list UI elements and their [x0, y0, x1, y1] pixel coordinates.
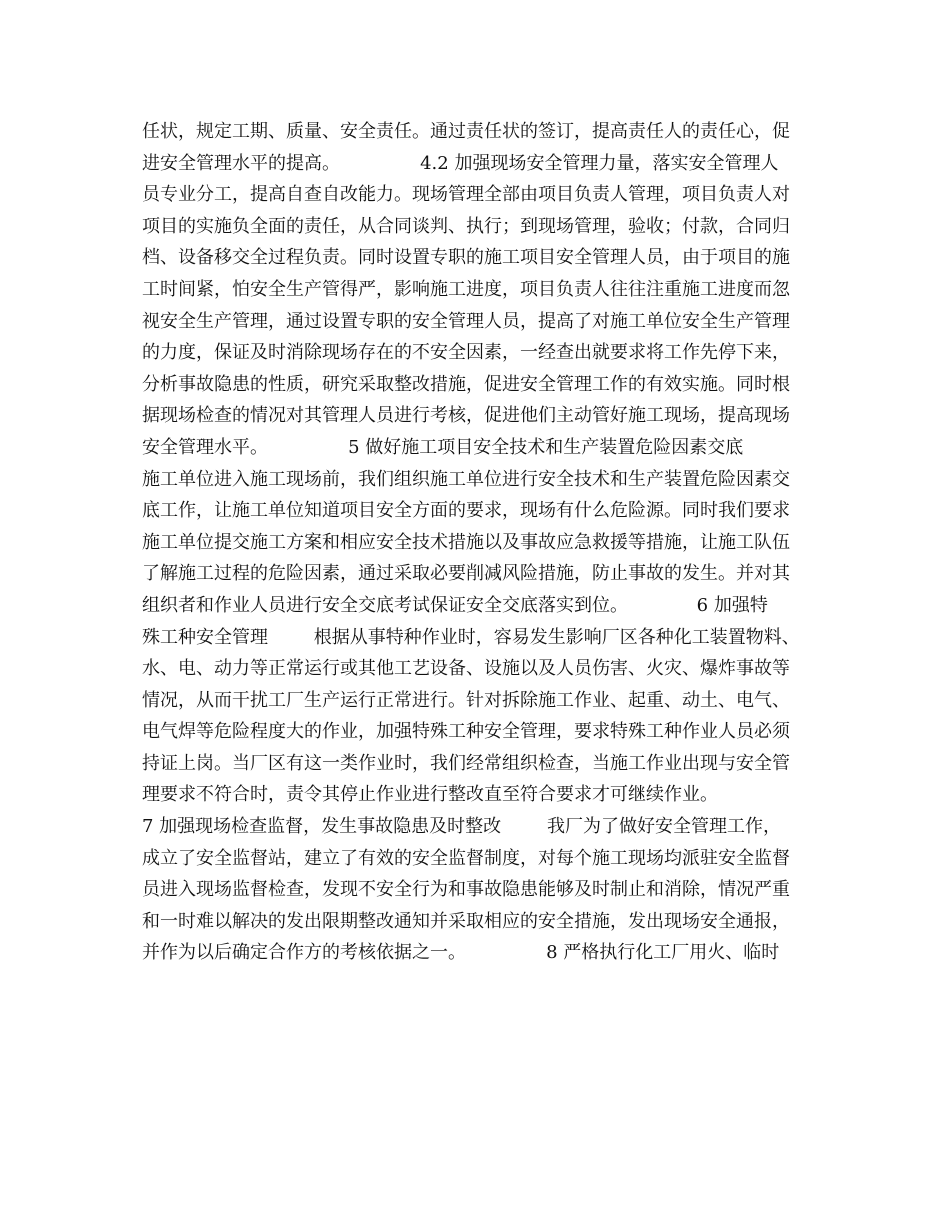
text-line: 的力度，保证及时消除现场存在的不安全因素，一经查出就要求将工作先停下来，	[142, 342, 790, 364]
text-line: 员专业分工，提高自查自改能力。现场管理全部由项目负责人管理，项目负责人对	[142, 184, 790, 206]
text-line: 档、设备移交全过程负责。同时设置专职的施工项目安全管理人员，由于项目的施	[142, 247, 790, 269]
text-line: 据现场检查的情况对其管理人员进行考核，促进他们主动管好施工现场，提高现场	[142, 405, 790, 427]
body-text	[142, 116, 822, 969]
text-line: 和一时难以解决的发出限期整改通知并采取相应的安全措施，发出现场安全通报，	[142, 910, 790, 932]
text-line: 底工作，让施工单位知道项目安全方面的要求，现场有什么危险源。同时我们要求	[142, 500, 790, 522]
text-line: 施工单位提交施工方案和相应安全技术措施以及事故应急救援等措施，让施工队伍	[142, 531, 790, 553]
text-line: 7 加强现场检查监督，发生事故隐患及时整改 我厂为了做好安全管理工作，	[142, 816, 781, 838]
text-line: 进安全管理水平的提高。 4.2 加强现场安全管理力量，落实安全管理人	[142, 152, 779, 174]
text-line: 组织者和作业人员进行安全交底考试保证安全交底落实到位。 6 加强特	[142, 594, 768, 616]
text-line: 持证上岗。当厂区有这一类作业时，我们经常组织检查，当施工作业出现与安全管	[142, 752, 790, 774]
text-line: 安全管理水平。 5 做好施工项目安全技术和生产装置危险因素交底	[142, 436, 744, 458]
text-line: 员进入现场监督检查，发现不安全行为和事故隐患能够及时制止和消除，情况严重	[142, 879, 790, 901]
text-line: 情况，从而干扰工厂生产运行正常进行。针对拆除施工作业、起重、动土、电气、	[142, 689, 790, 711]
text-line: 任状，规定工期、质量、安全责任。通过责任状的签订，提高责任人的责任心，促	[142, 121, 790, 142]
text-line: 并作为以后确定合作方的考核依据之一。 8 严格执行化工厂用火、临时	[142, 942, 780, 964]
text-line: 水、电、动力等正常运行或其他工艺设备、设施以及人员伤害、火灾、爆炸事故等	[142, 658, 790, 680]
text-line: 工时间紧，怕安全生产管得严，影响施工进度，项目负责人往往注重施工进度而忽	[142, 278, 790, 300]
text-line: 理要求不符合时，责令其停止作业进行整改直至符合要求才可继续作业。	[142, 784, 718, 806]
text-line: 施工单位进入施工现场前，我们组织施工单位进行安全技术和生产装置危险因素交	[142, 468, 790, 490]
text-line: 成立了安全监督站，建立了有效的安全监督制度，对每个施工现场均派驻安全监督	[142, 847, 790, 869]
text-line: 电气焊等危险程度大的作业，加强特殊工种安全管理，要求特殊工种作业人员必须	[142, 721, 790, 743]
text-line: 殊工种安全管理 根据从事特种作业时，容易发生影响厂区各种化工装置物料、	[142, 626, 800, 648]
text-line: 视安全生产管理，通过设置专职的安全管理人员，提高了对施工单位安全生产管理	[142, 310, 790, 332]
text-line: 了解施工过程的危险因素，通过采取必要削减风险措施，防止事故的发生。并对其	[142, 563, 790, 585]
text-line: 项目的实施负全面的责任，从合同谈判、执行；到现场管理，验收；付款，合同归	[142, 215, 790, 237]
text-line: 分析事故隐患的性质，研究采取整改措施，促进安全管理工作的有效实施。同时根	[142, 373, 790, 395]
